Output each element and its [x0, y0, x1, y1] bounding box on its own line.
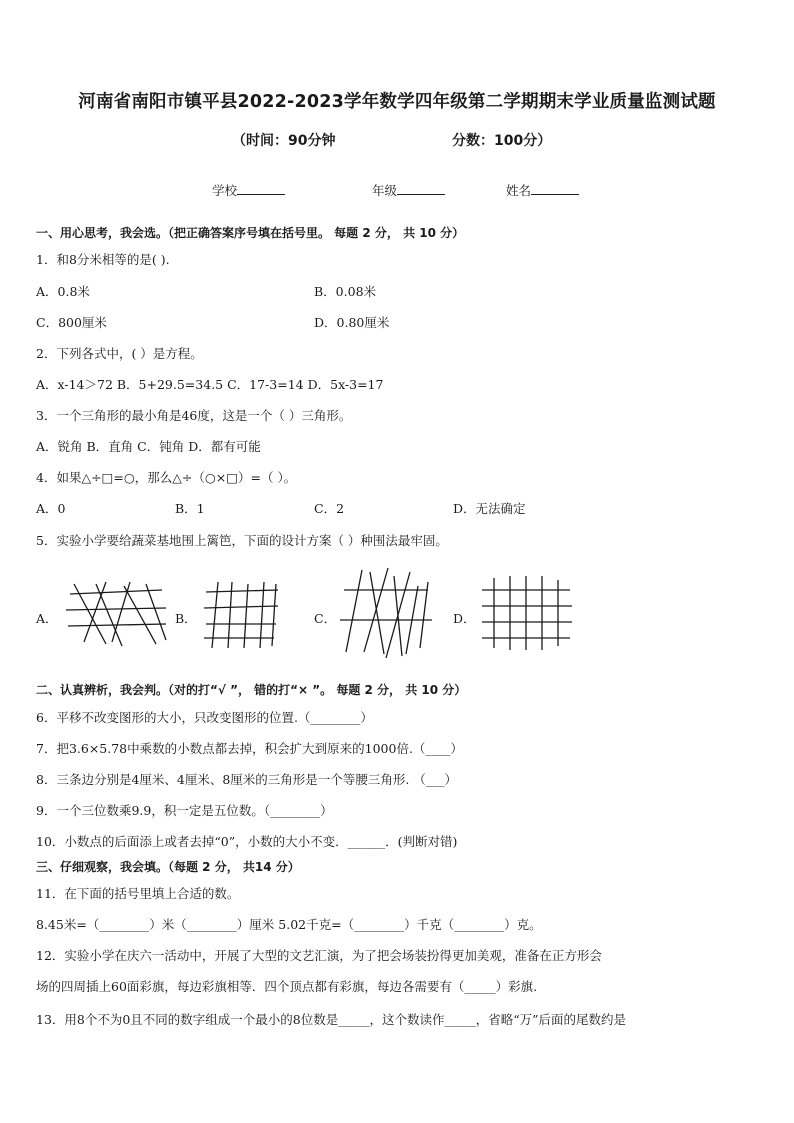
q5-figure-d [480, 576, 574, 652]
question-3: 3．一个三角形的最小角是46度，这是一个（ ）三角形。 [36, 408, 352, 423]
section-2-heading: 二、认真辨析，我会判。（对的打“√ ”， 错的打“× ”。 每题 2 分， 共 10 分） [36, 683, 467, 697]
question-10: 10．小数点的后面添上或者去掉“0”，小数的大小不变．______．(判断对错) [36, 834, 458, 849]
grade-blank[interactable] [397, 182, 445, 195]
question-5: 5．实验小学要给蔬菜基地围上篱笆，下面的设计方案（ ）种围法最牢固。 [36, 533, 448, 548]
question-11-blanks: 8.45米=（________）米（________）厘米 5.02千克=（________）千克（________）克。 [36, 917, 542, 932]
question-1: 1．和8分米相等的是( ). [36, 252, 170, 267]
school-blank[interactable] [237, 182, 285, 195]
question-12-line-1: 12．实验小学在庆六一活动中，开展了大型的文艺汇演，为了把会场装扮得更加美观，准备在正方形会 [36, 948, 602, 963]
q5-option-d-label: D． [453, 611, 476, 626]
q2-options: A．x-14＞72 B．5+29.5=34.5 C．17-3=14 D．5x-3=17 [36, 377, 384, 392]
q3-options: A．锐角 B．直角 C．钝角 D．都有可能 [36, 439, 261, 454]
question-7: 7．把3.6×5.78中乘数的小数点都去掉，积会扩大到原来的1000倍.（____） [36, 741, 463, 756]
q4-option-b: B．1 [175, 501, 205, 516]
q5-figure-a [66, 580, 170, 650]
q5-figure-c [340, 568, 432, 660]
name-field [506, 181, 579, 199]
question-13: 13．用8个不为0且不同的数字组成一个最小的8位数是_____，这个数读作_____，省略“万”后面的尾数约是 [36, 1012, 627, 1027]
school-label: 学校 [212, 183, 238, 198]
question-2: 2．下列各式中，( ）是方程。 [36, 346, 203, 361]
q1-option-c: C．800厘米 [36, 315, 107, 330]
question-11: 11．在下面的括号里填上合适的数。 [36, 886, 240, 901]
exam-score: 分数：100分） [452, 133, 552, 149]
q1-option-d: D．0.80厘米 [314, 315, 390, 330]
name-blank[interactable] [531, 182, 579, 195]
q5-figure-b [204, 580, 280, 650]
grade-label: 年级 [372, 183, 398, 198]
q1-option-a: A．0.8米 [36, 284, 90, 299]
page-title: 河南省南阳市镇平县2022-2023学年数学四年级第二学期期末学业质量监测试题 [78, 92, 716, 112]
section-1-heading: 一、用心思考，我会选。（把正确答案序号填在括号里。 每题 2 分， 共 10 分） [36, 226, 465, 240]
q5-option-b-label: B． [175, 611, 197, 626]
q4-option-d: D．无法确定 [453, 501, 526, 516]
q4-option-c: C．2 [314, 501, 345, 516]
school-field [212, 181, 285, 199]
question-12-line-2: 场的四周插上60面彩旗，每边彩旗相等．四个顶点都有彩旗，每边各需要有（_____）彩旗. [36, 979, 538, 994]
q5-option-a-label: A． [36, 611, 58, 626]
question-6: 6．平移不改变图形的大小，只改变图形的位置.（________） [36, 710, 373, 725]
name-label: 姓名 [506, 183, 532, 198]
q5-option-c-label: C． [314, 611, 337, 626]
q4-option-a: A．0 [36, 501, 66, 516]
exam-time: （时间：90分钟 [232, 133, 336, 149]
q1-option-b: B．0.08米 [314, 284, 377, 299]
grade-field [372, 181, 445, 199]
section-3-heading: 三、仔细观察，我会填。（每题 2 分， 共14 分） [36, 860, 300, 874]
question-9: 9．一个三位数乘9.9，积一定是五位数。（________） [36, 803, 333, 818]
question-8: 8．三条边分别是4厘米、4厘米、8厘米的三角形是一个等腰三角形. （___） [36, 772, 458, 787]
question-4: 4．如果△÷□=○，那么△÷（○×□）=（ ）。 [36, 470, 297, 485]
